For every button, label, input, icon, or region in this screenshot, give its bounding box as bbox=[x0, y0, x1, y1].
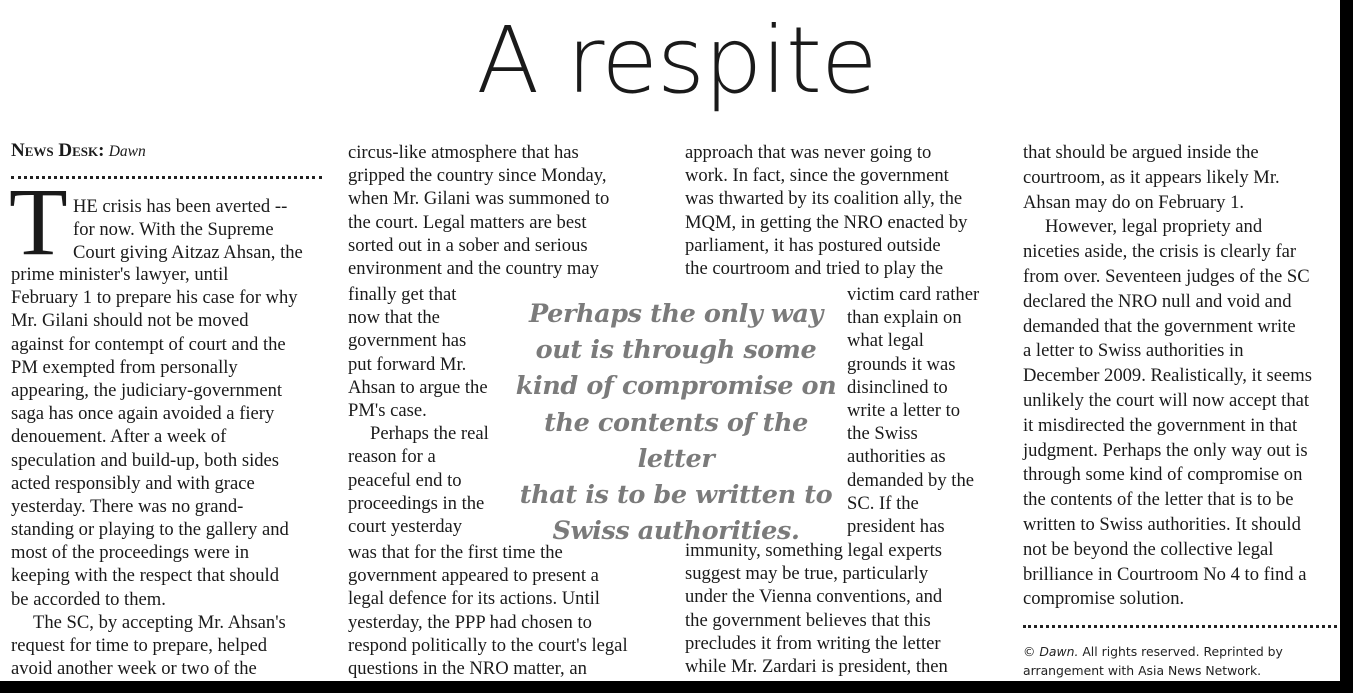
column-2-top bbox=[348, 141, 609, 280]
text-line: Perhaps the real bbox=[370, 423, 489, 445]
text-line: from over. Seventeen judges of the SC bbox=[1023, 265, 1310, 287]
text-line: immunity, something legal experts bbox=[685, 540, 942, 561]
copyright-credit bbox=[1023, 642, 1283, 680]
text-line: judgment. Perhaps the only way out is bbox=[1023, 439, 1308, 461]
text-line: written to Swiss authorities. It should bbox=[1023, 513, 1301, 535]
text-line: finally get that bbox=[348, 284, 457, 305]
text-line: work. In fact, since the government bbox=[685, 165, 949, 187]
text-line: environment and the country may bbox=[348, 257, 599, 279]
text-line: yesterday, the PPP had chosen to bbox=[348, 611, 592, 633]
text-line: court yesterday bbox=[348, 515, 463, 537]
text-line: However, legal propriety and bbox=[1045, 216, 1263, 238]
text-line: standing or playing to the gallery and bbox=[11, 519, 289, 541]
text-line: not be beyond the collective legal bbox=[1023, 538, 1274, 560]
column-3-top bbox=[685, 141, 967, 280]
text-line: brilliance in Courtroom No 4 to find a bbox=[1023, 563, 1307, 585]
text-line: saga has once again avoided a fiery bbox=[11, 403, 275, 425]
text-line: circus-like atmosphere that has bbox=[348, 142, 579, 163]
credit-source: © Dawn. bbox=[1023, 644, 1079, 659]
text-line: SC. If the bbox=[847, 492, 919, 514]
text-line: keeping with the respect that should bbox=[11, 565, 279, 587]
text-line: be accorded to them. bbox=[11, 588, 166, 610]
text-line: The SC, by accepting Mr. Ahsan's bbox=[33, 611, 286, 633]
text-line: courtroom, as it appears likely Mr. bbox=[1023, 166, 1280, 188]
text-line: against for contempt of court and the bbox=[11, 333, 286, 355]
credit-divider bbox=[1023, 625, 1337, 628]
text-line: was thwarted by its coalition ally, the bbox=[685, 188, 963, 210]
text-line: than explain on bbox=[847, 307, 962, 329]
text-line: Court giving Aitzaz Ahsan, the bbox=[73, 242, 303, 264]
text-line: government appeared to present a bbox=[348, 565, 599, 587]
headline: A respite bbox=[476, 7, 877, 114]
text-line: request for time to prepare, helped bbox=[11, 635, 268, 656]
text-line: the court. Legal matters are best bbox=[348, 211, 587, 233]
text-line: for now. With the Supreme bbox=[73, 219, 274, 241]
pull-quote-line: Perhaps the only way bbox=[529, 299, 823, 329]
text-line: speculation and build-up, both sides bbox=[11, 449, 280, 471]
text-line: through some kind of compromise on bbox=[1023, 464, 1303, 486]
text-line: when Mr. Gilani was summoned to bbox=[348, 188, 610, 210]
text-line: declared the NRO null and void and bbox=[1023, 290, 1292, 312]
text-line: Ahsan may do on February 1. bbox=[1023, 191, 1245, 213]
text-line: under the Vienna conventions, and bbox=[685, 586, 943, 608]
text-line: February 1 to prepare his case for why bbox=[11, 287, 298, 309]
text-line: yesterday. There was no grand- bbox=[11, 495, 244, 517]
pull-quote-line: out is through some bbox=[535, 335, 817, 366]
pull-quote-line: kind of compromise on bbox=[515, 371, 837, 402]
text-line: PM exempted from personally bbox=[11, 356, 238, 378]
byline-desk: News Desk: bbox=[11, 140, 105, 161]
text-line: suggest may be true, particularly bbox=[685, 563, 929, 585]
column-3-mid bbox=[847, 283, 979, 538]
column-2-bottom bbox=[348, 541, 628, 680]
text-line: grounds it was bbox=[847, 353, 956, 375]
column-1-first-lines bbox=[73, 195, 303, 265]
text-line: authorities as bbox=[847, 446, 946, 468]
text-line: appearing, the judiciary-government bbox=[11, 379, 283, 401]
text-line: a letter to Swiss authorities in bbox=[1023, 340, 1244, 362]
column-3-bottom bbox=[685, 539, 948, 678]
pull-quote-line: Swiss authorities. bbox=[552, 516, 800, 547]
text-line: victim card rather bbox=[847, 284, 980, 305]
pull-quote bbox=[515, 296, 837, 549]
text-line: now that the bbox=[348, 307, 440, 329]
text-line: legal defence for its actions. Until bbox=[348, 588, 600, 610]
text-line: PM's case. bbox=[348, 399, 427, 421]
text-line: sorted out in a sober and serious bbox=[348, 234, 588, 256]
text-line: unlikely the court will now accept that bbox=[1023, 389, 1310, 411]
text-line: government has bbox=[348, 330, 467, 352]
credit-rights: All rights reserved. Reprinted by bbox=[1078, 644, 1283, 659]
credit-arrangement: arrangement with Asia News Network. bbox=[1023, 663, 1262, 678]
text-line: disinclined to bbox=[847, 376, 948, 398]
byline-source: Dawn bbox=[108, 143, 146, 160]
pull-quote-line: the contents of the letter bbox=[544, 407, 808, 474]
text-line: that should be argued inside the bbox=[1023, 142, 1259, 163]
text-line: precludes it from writing the letter bbox=[685, 632, 941, 654]
text-line: demanded by the bbox=[847, 469, 975, 491]
text-line: write a letter to bbox=[847, 399, 961, 421]
text-line: the government believes that this bbox=[685, 609, 931, 631]
text-line: respond politically to the court's legal bbox=[348, 634, 628, 656]
text-line: HE crisis has been averted -- bbox=[73, 196, 288, 217]
text-line: denouement. After a week of bbox=[11, 426, 227, 448]
text-line: December 2009. Realistically, it seems bbox=[1023, 365, 1312, 387]
text-line: was that for the first time the bbox=[348, 542, 563, 563]
text-line: demanded that the government write bbox=[1023, 315, 1296, 337]
text-line: parliament, it has postured outside bbox=[685, 234, 941, 256]
text-line: president has bbox=[847, 515, 945, 537]
pull-quote-line: that is to be written to bbox=[519, 480, 833, 511]
text-line: peaceful end to bbox=[348, 469, 462, 491]
text-line: Ahsan to argue the bbox=[348, 376, 488, 398]
text-line: MQM, in getting the NRO enacted by bbox=[685, 211, 968, 233]
text-line: proceedings in the bbox=[348, 492, 485, 514]
text-line: reason for a bbox=[348, 446, 436, 468]
text-line: it misdirected the government in that bbox=[1023, 414, 1298, 436]
column-1-body bbox=[11, 263, 298, 680]
column-2-mid bbox=[348, 283, 489, 538]
text-line: approach that was never going to bbox=[685, 142, 932, 163]
text-line: avoid another week or two of the bbox=[11, 658, 257, 680]
text-line: the contents of the letter that is to be bbox=[1023, 489, 1294, 511]
text-line: niceties aside, the crisis is clearly far bbox=[1023, 241, 1297, 263]
text-line: put forward Mr. bbox=[348, 353, 467, 375]
drop-cap: T bbox=[9, 168, 68, 275]
text-line: what legal bbox=[847, 330, 924, 352]
text-line: most of the proceedings were in bbox=[11, 542, 250, 564]
column-4 bbox=[1023, 141, 1312, 612]
text-line: gripped the country since Monday, bbox=[348, 165, 607, 187]
text-line: questions in the NRO matter, an bbox=[348, 657, 587, 679]
text-line: prime minister's lawyer, until bbox=[11, 264, 229, 285]
byline bbox=[11, 140, 146, 162]
text-line: compromise solution. bbox=[1023, 588, 1185, 610]
text-line: the courtroom and tried to play the bbox=[685, 257, 944, 279]
text-line: the Swiss bbox=[847, 423, 918, 445]
text-line: acted responsibly and with grace bbox=[11, 472, 255, 494]
text-line: Mr. Gilani should not be moved bbox=[11, 310, 249, 332]
text-line: while Mr. Zardari is president, then bbox=[685, 655, 948, 677]
